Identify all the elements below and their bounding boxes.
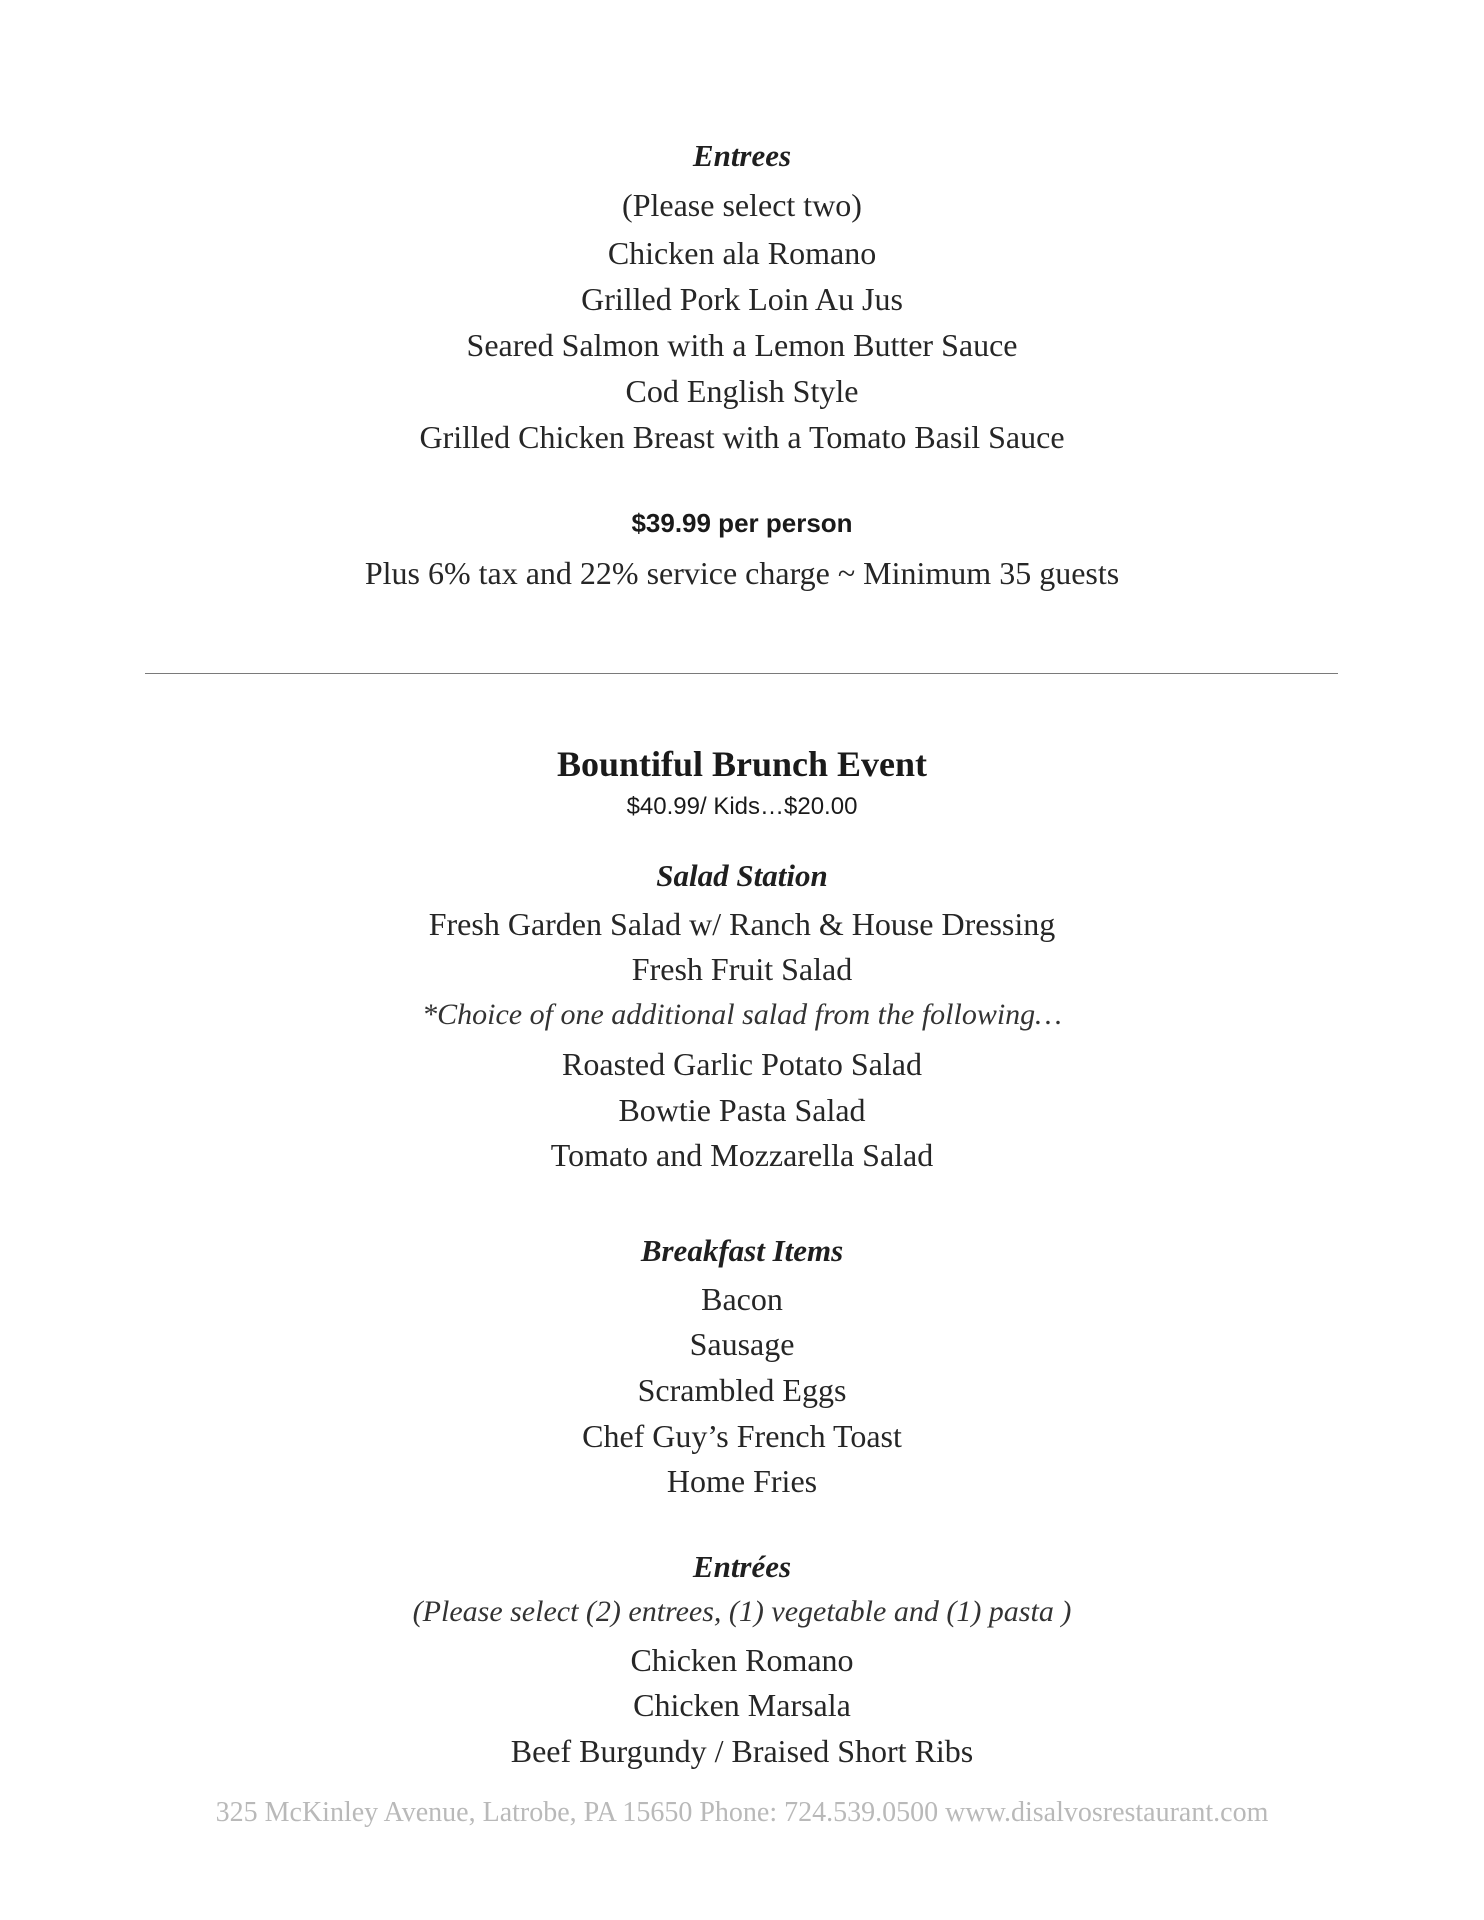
breakfast-heading: Breakfast Items [640,1233,844,1268]
salad-station-heading: Salad Station [656,858,828,893]
entree-item: Seared Salmon with a Lemon Butter Sauce [466,327,1018,363]
breakfast-item: Scrambled Eggs [637,1372,847,1408]
breakfast-item: Home Fries [666,1463,818,1499]
entree-item: Grilled Chicken Breast with a Tomato Basil Sauce [419,419,1065,455]
brunch-entree-item: Chicken Romano [630,1642,854,1678]
brunch-price: $40.99/ Kids…$20.00 [626,793,858,820]
breakfast-item: Sausage [689,1326,795,1362]
brunch-title: Bountiful Brunch Event [556,744,928,784]
brunch-entrees-note: (Please select (2) entrees, (1) vegetable and (1) pasta ) [412,1595,1072,1628]
brunch-entree-item: Chicken Marsala [633,1687,851,1723]
salad-choice-note: *Choice of one additional salad from the following… [422,998,1062,1031]
footer-address: 325 McKinley Avenue, Latrobe, PA 15650 Phone: 724.539.0500 www.disalvosrestaurant.com [215,1797,1269,1828]
entree-item: Chicken ala Romano [607,235,877,271]
breakfast-item: Bacon [701,1281,783,1317]
brunch-entrees-heading: Entrées [692,1549,792,1584]
salad-option: Tomato and Mozzarella Salad [550,1137,934,1173]
brunch-entree-item: Beef Burgundy / Braised Short Ribs [510,1733,974,1769]
salad-option: Bowtie Pasta Salad [618,1092,866,1128]
entrees-note: (Please select two) [622,187,862,223]
terms-text: Plus 6% tax and 22% service charge ~ Minimum 35 guests [364,555,1120,591]
salad-option: Roasted Garlic Potato Salad [562,1046,922,1082]
price-per-person: $39.99 per person [631,508,853,538]
salad-item: Fresh Fruit Salad [631,951,853,987]
entrees-heading: Entrees [692,138,792,173]
salad-item: Fresh Garden Salad w/ Ranch & House Dressing [428,906,1056,942]
entree-item: Cod English Style [625,373,859,409]
entree-item: Grilled Pork Loin Au Jus [581,281,903,317]
section-divider [145,673,1338,674]
breakfast-item: Chef Guy’s French Toast [582,1418,902,1454]
